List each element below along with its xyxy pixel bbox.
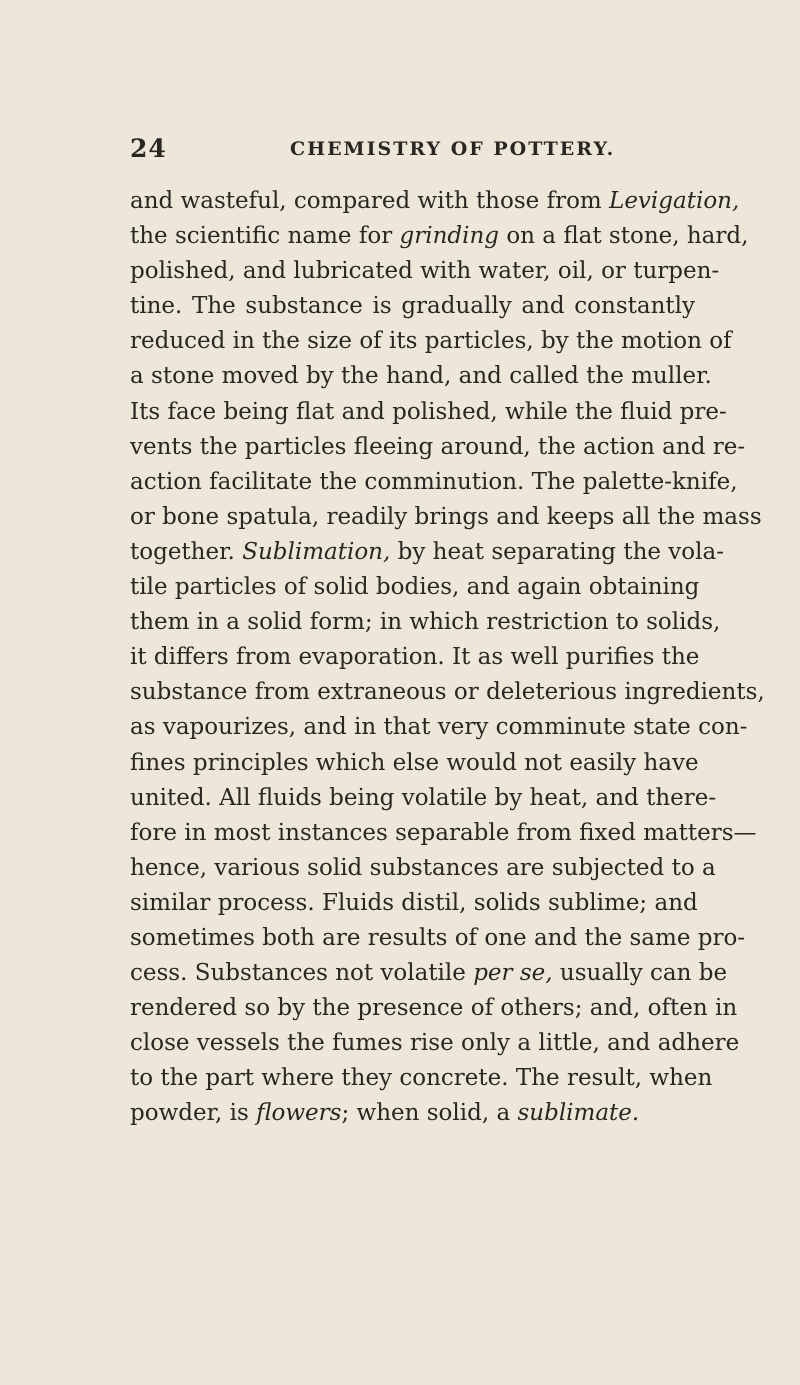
text-run: close vessels the fumes rise only a little, and adhere: [130, 1030, 740, 1057]
text-line: [130, 816, 757, 851]
text-line: [130, 956, 728, 991]
text-run: similar process. Fluids distil, solids sublime; and: [130, 889, 698, 916]
running-head: [130, 134, 690, 168]
text-line: [130, 500, 762, 535]
text-run: usually can be: [552, 960, 728, 987]
italic-term: grinding: [399, 223, 500, 250]
text-line: [130, 184, 740, 219]
text-line: [130, 675, 765, 710]
text-run: a stone moved by the hand, and called the muller.: [130, 363, 712, 390]
text-line: [130, 1096, 695, 1131]
text-run: rendered so by the presence of others; and, often in: [130, 995, 738, 1022]
text-line: [130, 746, 699, 781]
text-run: tile particles of solid bodies, and again obtaining: [130, 574, 700, 601]
text-run: action facilitate the comminution. The palette-knife,: [130, 468, 738, 495]
italic-term: per se,: [473, 960, 553, 987]
text-run: powder, is: [130, 1100, 257, 1127]
text-line: [130, 359, 712, 394]
text-run: as vapourizes, and in that very comminute state con-: [130, 714, 748, 741]
italic-term: sublimate.: [517, 1100, 640, 1127]
text-line: [130, 781, 717, 816]
text-run: ; when solid, a: [341, 1100, 518, 1127]
text-run: fines principles which else would not easily have: [130, 749, 699, 776]
text-line: [130, 640, 700, 675]
text-run: sometimes both are results of one and the same pro-: [130, 924, 746, 951]
text-line: [130, 570, 700, 605]
text-line: [130, 430, 746, 465]
text-run: tine. The substance is gradually and constantly: [130, 293, 695, 320]
text-line: [130, 395, 727, 430]
text-line: [130, 921, 746, 956]
text-line: [130, 535, 724, 570]
text-run: together.: [130, 538, 243, 565]
italic-term: Levigation,: [609, 188, 740, 214]
text-line: [130, 1061, 713, 1096]
body-paragraph: [130, 184, 765, 1132]
text-line: [130, 1026, 740, 1061]
text-run: hence, various solid substances are subjected to a: [130, 854, 716, 881]
text-run: and wasteful, compared with those from: [130, 188, 610, 214]
page-number: 24: [130, 134, 167, 163]
running-title: CHEMISTRY OF POTTERY.: [290, 138, 616, 160]
text-run: vents the particles fleeing around, the action and re-: [130, 433, 746, 460]
text-run: it differs from evaporation. It as well purifies the: [130, 644, 700, 671]
text-line: [130, 289, 695, 324]
text-line: [130, 710, 748, 745]
text-run: or bone spatula, readily brings and keeps all the mass: [130, 503, 762, 530]
text-line: [130, 991, 738, 1026]
text-run: united. All fluids being volatile by heat, and there-: [130, 784, 717, 811]
text-run: to the part where they concrete. The result, when: [130, 1065, 713, 1092]
text-line: [130, 886, 698, 921]
text-run: Its face being flat and polished, while the fluid pre-: [130, 398, 727, 425]
italic-term: Sublimation,: [242, 538, 391, 565]
text-run: them in a solid form; in which restriction to solids,: [130, 609, 721, 636]
text-run: cess. Substances not volatile: [130, 960, 474, 987]
text-line: [130, 465, 738, 500]
text-line: [130, 219, 749, 254]
text-run: reduced in the size of its particles, by the motion of: [130, 328, 732, 355]
text-line: [130, 851, 716, 886]
text-line: [130, 324, 732, 359]
text-run: polished, and lubricated with water, oil, or turpen-: [130, 258, 720, 285]
text-run: by heat separating the vola-: [390, 538, 724, 565]
text-run: on a flat stone, hard,: [499, 223, 749, 250]
text-line: [130, 605, 721, 640]
text-run: fore in most instances separable from fixed matters—: [130, 819, 757, 846]
text-line: [130, 254, 720, 289]
text-run: the scientific name for: [130, 223, 400, 250]
text-run: substance from extraneous or deleterious ingredients,: [130, 679, 765, 706]
italic-term: flowers: [256, 1100, 342, 1127]
